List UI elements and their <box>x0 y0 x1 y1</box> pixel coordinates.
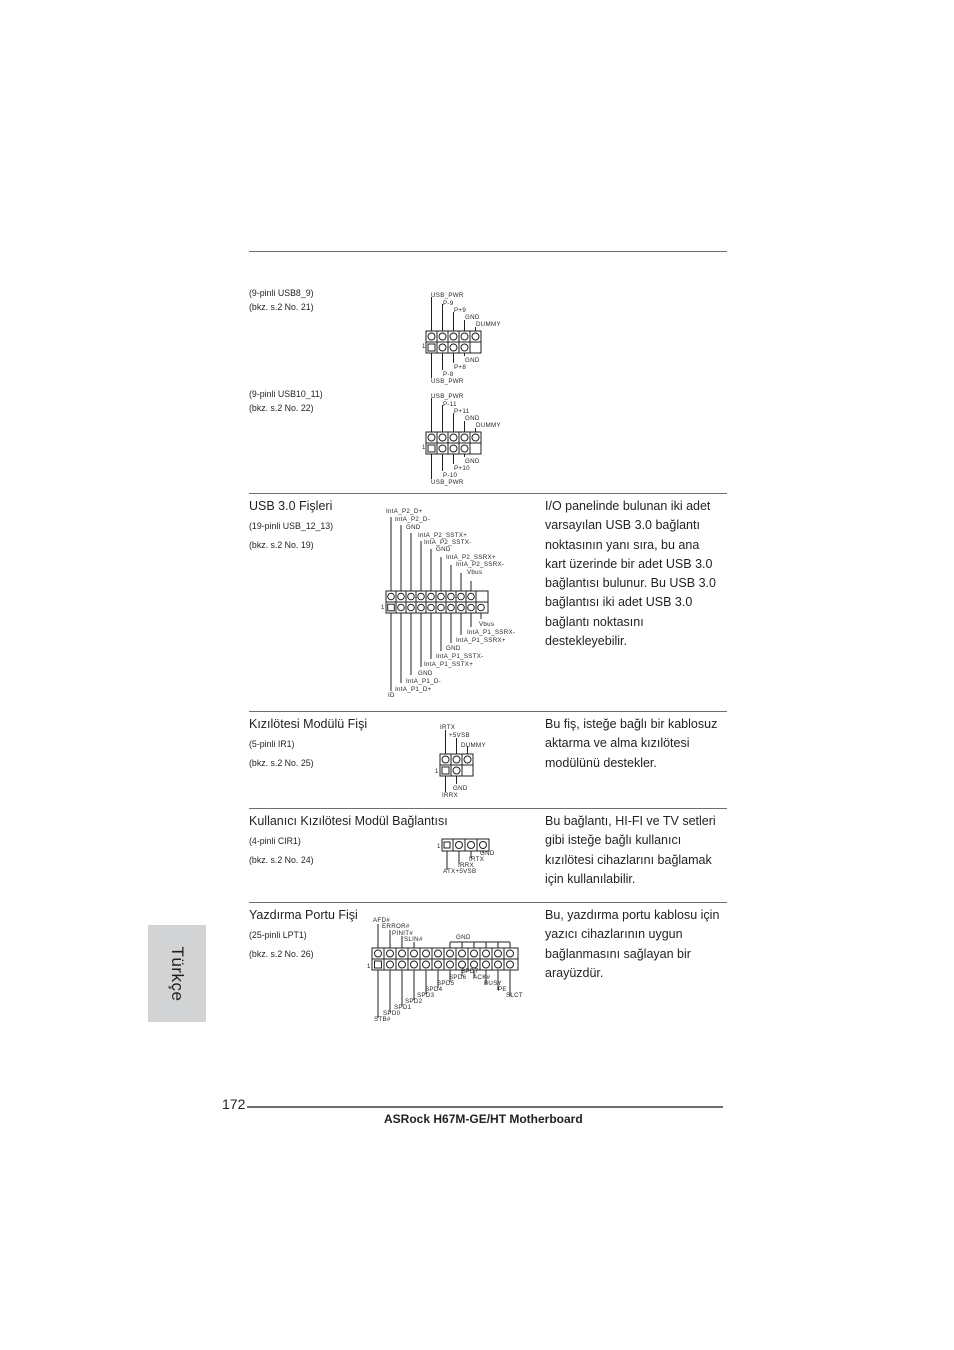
usb30-pin1-marker: 1 <box>381 605 385 611</box>
usb30-desc-line: I/O panelinde bulunan iki adet <box>545 499 711 513</box>
usb30-desc-line: kart üzerinde bir adet USB 3.0 <box>545 556 713 571</box>
lpt-pin-top-4: GND <box>456 934 471 941</box>
usb1011-pin-top-2: P+11 <box>454 408 470 415</box>
ir-description <box>545 715 717 773</box>
top-rule <box>249 251 727 252</box>
ir-desc-line: aktarma ve alma kızılötesi <box>545 736 690 751</box>
usb89-ref: (bkz. s.2 No. 21) <box>249 302 314 312</box>
cir-description <box>545 812 716 889</box>
lpt-pin-bottom-1: SPD6 <box>449 974 467 981</box>
ir-pin-top-0: IRTX <box>440 724 456 731</box>
cir-desc-line: gibi isteğe bağlı kullanıcı <box>545 833 682 848</box>
usb30-pin-top-3: IntA_P2_SSTX+ <box>418 532 468 539</box>
usb30-pin-top-4: IntA_P2_SSTX- <box>424 539 472 546</box>
ir-pin1-marker: 1 <box>435 769 439 775</box>
usb89-pin-bottom-3: USB_PWR <box>431 378 464 385</box>
usb30-pin-bottom-0: Vbus <box>479 621 495 628</box>
lpt-pin1-marker: 1 <box>367 964 371 970</box>
usb30-pin-top-8: Vbus <box>467 569 483 576</box>
usb1011-header-diagram <box>420 391 510 487</box>
usb30-pin-bottom-9: ID <box>388 692 395 699</box>
lpt-pin-bottom-12: STB# <box>374 1016 391 1023</box>
usb89-pin-bottom-2: P-8 <box>443 371 454 378</box>
usb30-title: USB 3.0 Fişleri <box>249 499 333 513</box>
lpt-desc-line: yazıcı cihazlarının uygun <box>545 927 683 942</box>
lpt-pin-bottom-8: SLCT <box>506 992 524 999</box>
usb89-pin-top-3: GND <box>465 314 480 321</box>
lpt-desc-line: bağlanmasını sağlayan bir <box>545 946 691 961</box>
lpt-pin-bottom-5: SPD4 <box>425 986 443 993</box>
usb89-pin-bottom-0: GND <box>465 357 480 364</box>
cir-pin-0: GND <box>480 850 495 857</box>
usb89-pin-top-1: P-9 <box>443 300 454 307</box>
usb30-ref: (bkz. s.2 No. 19) <box>249 540 314 550</box>
ir-desc-line: Bu fiş, isteğe bağlı bir kablosuz <box>545 717 718 731</box>
usb30-pin-bottom-7: IntA_P1_D- <box>406 678 441 685</box>
usb30-pin-bottom-1: IntA_P1_SSRX- <box>467 629 516 636</box>
usb30-pin-top-1: IntA_P2_D- <box>395 516 430 523</box>
usb30-pin-top-5: GND <box>436 546 451 553</box>
usb89-pin-top-0: USB_PWR <box>431 292 464 299</box>
cir-desc-line: Bu bağlantı, HI-FI ve TV setleri <box>545 814 716 828</box>
ir-pin-top-2: DUMMY <box>461 742 486 749</box>
usb30-pin-top-7: IntA_P2_SSRX- <box>456 561 505 568</box>
lpt-desc-line: Bu, yazdırma portu kablosu için <box>545 908 720 922</box>
language-tab <box>148 925 206 1022</box>
section-divider <box>249 808 727 809</box>
lpt-ref: (bkz. s.2 No. 26) <box>249 949 314 959</box>
usb30-desc-line: destekleyebilir. <box>545 634 627 649</box>
language-tab-label: Türkçe <box>168 946 187 1001</box>
lpt-pins-label: (25-pinli LPT1) <box>249 930 307 940</box>
lpt-pin-bottom-11: SPD0 <box>383 1010 401 1017</box>
cir-pin1-marker: 1 <box>437 844 441 850</box>
usb30-pin-top-6: IntA_P2_SSRX+ <box>446 554 496 561</box>
usb30-pin-top-0: IntA_P2_D+ <box>386 508 423 515</box>
usb30-pin-bottom-2: IntA_P1_SSRX+ <box>456 637 506 644</box>
ir-ref: (bkz. s.2 No. 25) <box>249 758 314 768</box>
lpt-desc-line: arayüzdür. <box>545 965 604 980</box>
ir-desc-line: modülünü destekler. <box>545 755 657 770</box>
section-divider <box>249 902 727 903</box>
lpt-pin-top-0: AFD# <box>373 917 391 924</box>
usb1011-pin-top-3: GND <box>465 415 480 422</box>
usb89-pin-bottom-1: P+8 <box>454 364 467 371</box>
cir-desc-line: kızılötesi cihazlarını bağlamak <box>545 852 712 867</box>
ir-pin-bottom-0: GND <box>453 785 468 792</box>
lpt-header-diagram <box>366 914 526 1024</box>
lpt-pin-top-2: PINIT# <box>392 930 414 937</box>
usb1011-pin-bottom-1: P+10 <box>454 465 470 472</box>
lpt-pin-bottom-9: SPD2 <box>405 998 423 1005</box>
usb30-pin-bottom-4: IntA_P1_SSTX- <box>436 653 484 660</box>
cir-pin-1: IRTX <box>469 856 485 863</box>
usb89-header-diagram <box>420 290 510 386</box>
lpt-pin-top-3: SLIN# <box>404 936 423 943</box>
usb1011-pin1-marker: 1 <box>422 445 426 451</box>
usb1011-pin-bottom-3: USB_PWR <box>431 479 464 486</box>
ir-pin-bottom-1: IRRX <box>442 792 458 799</box>
usb89-pin1-marker: 1 <box>422 344 426 350</box>
footer-product-name: ASRock H67M-GE/HT Motherboard <box>384 1112 583 1126</box>
cir-pin-2: IRRX <box>458 862 474 869</box>
footer-rule <box>247 1106 723 1108</box>
lpt-description <box>545 906 719 983</box>
lpt-pin-bottom-0: SPD7 <box>461 968 479 975</box>
usb30-pin-bottom-5: IntA_P1_SSTX+ <box>424 661 474 668</box>
lpt-pin-bottom-3: SPD5 <box>437 980 455 987</box>
lpt-pin-bottom-4: BUSY <box>484 980 503 987</box>
usb30-desc-line: bağlantısı iki adet USB 3.0 <box>545 595 693 610</box>
lpt-pin-bottom-7: SPD3 <box>417 992 435 999</box>
usb89-pins-label: (9-pinli USB8_9) <box>249 288 314 298</box>
usb30-desc-line: noktasının yanı sıra, bu ana <box>545 537 700 552</box>
cir-title: Kullanıcı Kızılötesi Modül Bağlantısı <box>249 814 448 828</box>
usb1011-pin-bottom-2: P-10 <box>443 472 458 479</box>
usb30-desc-line: varsayılan USB 3.0 bağlantı <box>545 518 700 533</box>
usb30-pin-bottom-3: GND <box>446 645 461 652</box>
section-divider <box>249 711 727 712</box>
usb89-pin-top-4: DUMMY <box>476 321 501 328</box>
cir-pins-label: (4-pinli CIR1) <box>249 836 301 846</box>
lpt-pin-top-1: ERROR# <box>382 923 410 930</box>
usb30-pin-bottom-6: GND <box>418 670 433 677</box>
ir-pin-top-1: +5VSB <box>449 732 470 739</box>
lpt-pin-bottom-10: SPD1 <box>394 1004 412 1011</box>
lpt-title: Yazdırma Portu Fişi <box>249 908 358 922</box>
ir-pins-label: (5-pinli IR1) <box>249 739 295 749</box>
cir-ref: (bkz. s.2 No. 24) <box>249 855 314 865</box>
lpt-pin-bottom-6: PE <box>498 986 507 993</box>
cir-pin-3: ATX+5VSB <box>443 868 477 875</box>
usb1011-ref: (bkz. s.2 No. 22) <box>249 403 314 413</box>
usb30-desc-line: bağlantısı bulunur. Bu USB 3.0 <box>545 576 716 591</box>
usb1011-pin-top-1: P-11 <box>443 401 457 408</box>
usb1011-pin-bottom-0: GND <box>465 458 480 465</box>
lpt-pin-bottom-2: ACK# <box>473 974 491 981</box>
usb1011-pin-top-0: USB_PWR <box>431 393 464 400</box>
section-divider <box>249 493 727 494</box>
cir-desc-line: için kullanılabilir. <box>545 871 636 886</box>
usb30-pins-label: (19-pinli USB_12_13) <box>249 521 334 531</box>
usb89-pin-top-2: P+9 <box>454 307 467 314</box>
usb30-pin-bottom-8: IntA_P1_D+ <box>395 686 432 693</box>
usb30-description <box>545 497 716 651</box>
usb30-desc-line: bağlantı noktasını <box>545 614 644 629</box>
page-number: 172 <box>222 1096 246 1112</box>
usb1011-pins-label: (9-pinli USB10_11) <box>249 389 323 399</box>
usb30-pin-top-2: GND <box>406 524 421 531</box>
usb1011-pin-top-4: DUMMY <box>476 422 501 429</box>
ir-title: Kızılötesi Modülü Fişi <box>249 717 368 731</box>
